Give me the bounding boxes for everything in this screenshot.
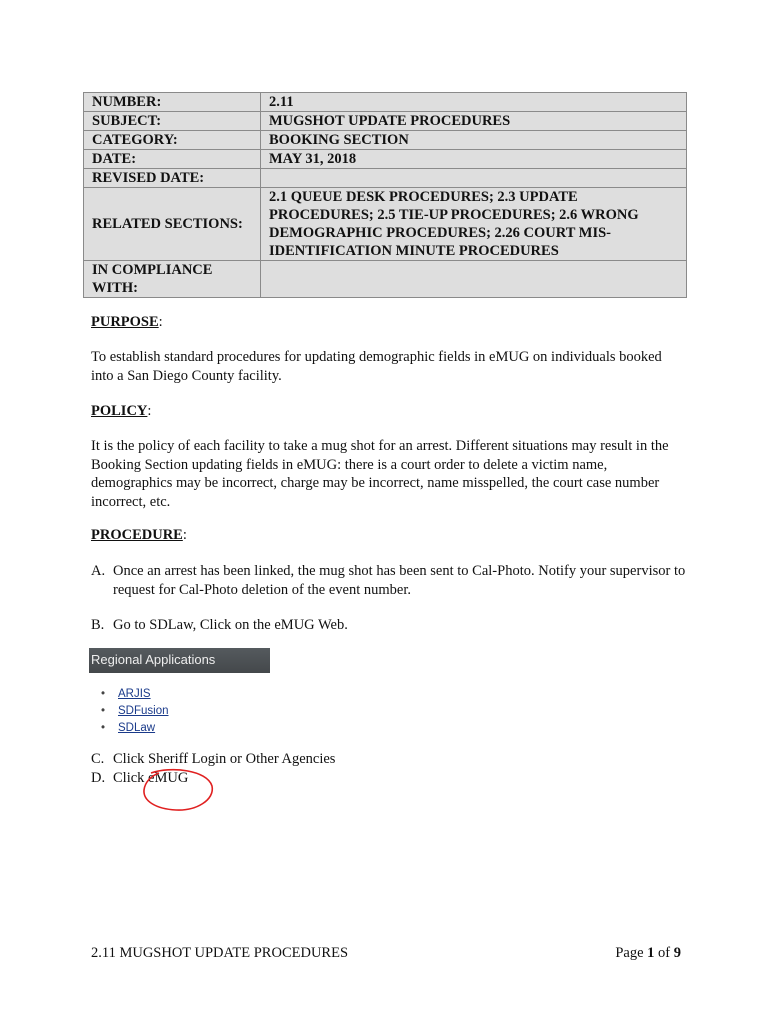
purpose-heading: PURPOSE bbox=[91, 314, 159, 330]
step-text: Click eMUG bbox=[113, 770, 189, 786]
purpose-heading-line: PURPOSE: bbox=[91, 314, 163, 330]
row-category bbox=[84, 131, 687, 150]
list-item bbox=[95, 686, 169, 703]
procedure-step-c bbox=[91, 750, 691, 769]
subject-label: SUBJECT: bbox=[84, 112, 261, 131]
category-label: CATEGORY: bbox=[84, 131, 261, 150]
procedure-heading: PROCEDURE bbox=[91, 527, 183, 543]
step-text: Once an arrest has been linked, the mug shot has been sent to Cal-Photo. Notify your supervisor to request for Cal-Photo deletion of the event number. bbox=[113, 563, 686, 598]
step-letter: C. bbox=[91, 751, 105, 767]
purpose-text: To establish standard procedures for updating demographic fields in eMUG on individuals booked into a San Diego County facility. bbox=[91, 349, 662, 384]
step-letter: A. bbox=[91, 563, 106, 579]
row-subject bbox=[84, 112, 687, 131]
procedure-step-b bbox=[91, 616, 691, 635]
list-item bbox=[95, 703, 169, 720]
category-value: BOOKING SECTION bbox=[261, 131, 687, 150]
row-compliance bbox=[84, 261, 687, 298]
step-letter: B. bbox=[91, 617, 105, 633]
step-text: Click Sheriff Login or Other Agencies bbox=[113, 751, 336, 767]
compliance-value bbox=[261, 261, 687, 298]
step-letter: D. bbox=[91, 770, 106, 786]
date-label: DATE: bbox=[84, 150, 261, 169]
policy-text: It is the policy of each facility to take a mug shot for an arrest. Different situations may result in the Booking Section updating fields in eMUG: there is a court order to delete a victim name, demographics may be incorrect, charge may be incorrect, name misspelled, the court case number incorrect, etc. bbox=[91, 438, 669, 510]
row-related-sections bbox=[84, 188, 687, 261]
policy-heading: POLICY bbox=[91, 403, 148, 419]
subject-value: MUGSHOT UPDATE PROCEDURES bbox=[261, 112, 687, 131]
compliance-label: IN COMPLIANCE WITH: bbox=[84, 261, 261, 298]
number-value: 2.11 bbox=[261, 93, 687, 112]
link-sdlaw[interactable]: SDLaw bbox=[118, 722, 156, 734]
policy-heading-line: POLICY: bbox=[91, 403, 152, 419]
procedure-heading-line: PROCEDURE: bbox=[91, 527, 187, 543]
row-date bbox=[84, 150, 687, 169]
row-revised-date bbox=[84, 169, 687, 188]
number-label: NUMBER: bbox=[84, 93, 261, 112]
footer-page-number: Page 1 of 9 bbox=[615, 945, 681, 961]
header-table bbox=[83, 92, 687, 298]
procedure-step-a bbox=[91, 562, 691, 599]
revised-date-label: REVISED DATE: bbox=[84, 169, 261, 188]
regional-applications-header: Regional Applications bbox=[89, 648, 270, 673]
regional-applications-list bbox=[95, 686, 169, 737]
link-sdfusion[interactable]: SDFusion bbox=[118, 705, 169, 717]
revised-date-value bbox=[261, 169, 687, 188]
row-number bbox=[84, 93, 687, 112]
list-item bbox=[95, 720, 169, 737]
footer-title: 2.11 MUGSHOT UPDATE PROCEDURES bbox=[91, 945, 349, 961]
link-arjis[interactable]: ARJIS bbox=[118, 688, 151, 700]
related-sections-value: 2.1 QUEUE DESK PROCEDURES; 2.3 UPDATE PROCEDURES; 2.5 TIE-UP PROCEDURES; 2.6 WRONG DEMOGRAPHIC PROCEDURES; 2.26 COURT MIS-IDENTIFICATION MINUTE PROCEDURES bbox=[261, 188, 687, 261]
annotation-circle-icon bbox=[141, 768, 215, 812]
related-sections-label: RELATED SECTIONS: bbox=[84, 188, 261, 261]
date-value: MAY 31, 2018 bbox=[261, 150, 687, 169]
step-text: Go to SDLaw, Click on the eMUG Web. bbox=[113, 617, 348, 633]
